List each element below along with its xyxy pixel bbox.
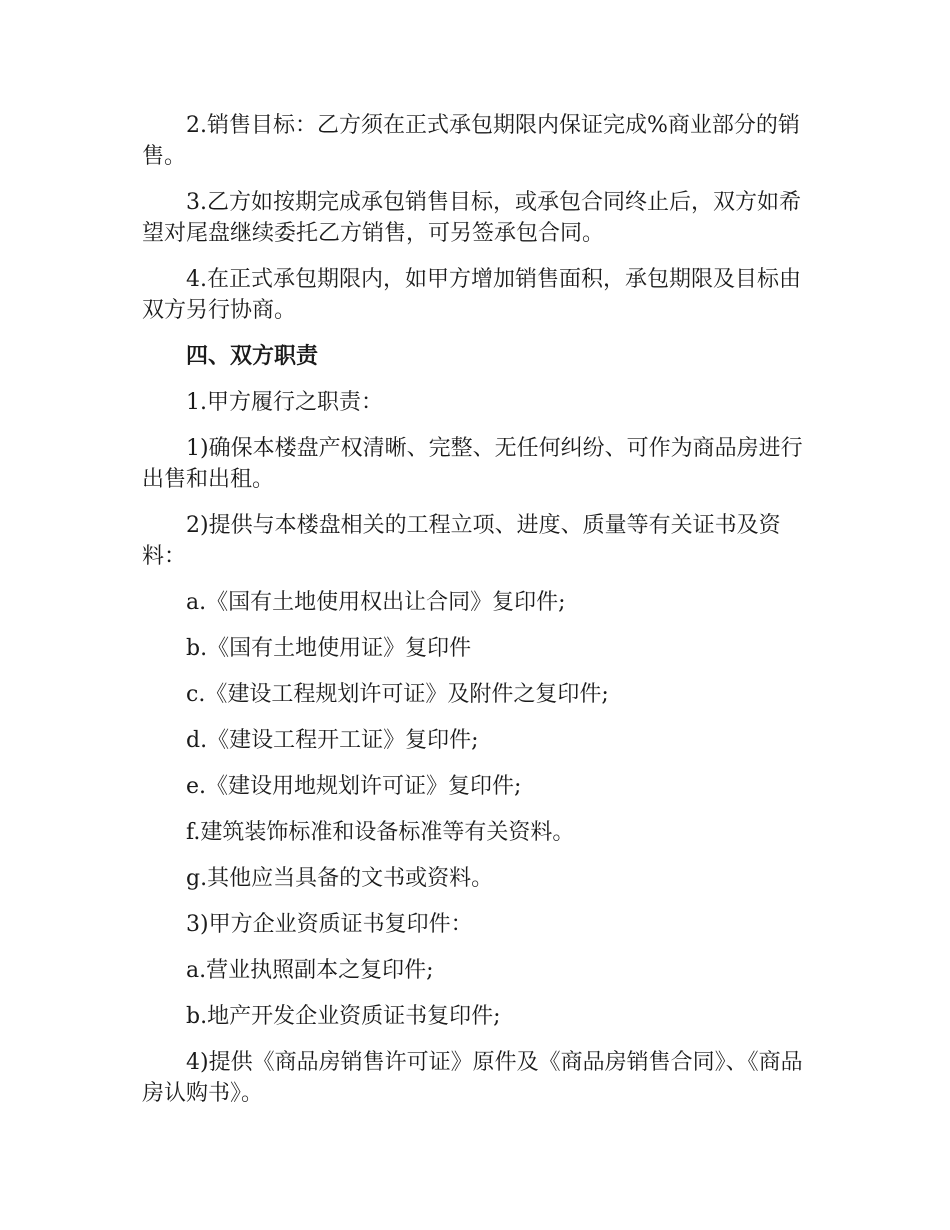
document-body <box>142 110 812 1124</box>
list-item-d: d.《建设工程开工证》复印件; <box>186 728 479 753</box>
section-heading: 四、双方职责 <box>186 343 319 369</box>
paragraph-party-a-duties: 1.甲方履行之职责： <box>186 390 383 415</box>
list-item-g: g.其他应当具备的文书或资料。 <box>186 866 494 891</box>
paragraph-completion-renewal: 3.乙方如按期完成承包销售目标，或承包合同终止后，双方如希望对尾盘继续委托乙方销售，可另签承包合同。 <box>142 190 801 246</box>
paragraph-sales-target: 2.销售目标：乙方须在正式承包期限内保证完成%商业部分的销售。 <box>142 113 800 169</box>
list-item-b: b.《国有土地使用证》复印件 <box>186 636 472 661</box>
list-item-c: c.《建设工程规划许可证》及附件之复印件; <box>186 682 609 707</box>
list-item-f: f.建筑装饰标准和设备标准等有关资料。 <box>186 820 575 845</box>
paragraph-duty-1: 1)确保本楼盘产权清晰、完整、无任何纠纷、可作为商品房进行出售和出租。 <box>142 436 803 492</box>
paragraph-duty-2: 2)提供与本楼盘相关的工程立项、进度、质量等有关证书及资料： <box>142 513 781 569</box>
paragraph-area-increase: 4.在正式承包期限内，如甲方增加销售面积，承包期限及目标由双方另行协商。 <box>142 267 801 323</box>
list-item-e: e.《建设用地规划许可证》复印件; <box>186 774 522 799</box>
list-item-duty-3-b: b.地产开发企业资质证书复印件; <box>186 1004 501 1029</box>
paragraph-duty-3: 3)甲方企业资质证书复印件： <box>186 912 473 937</box>
list-item-a: a.《国有土地使用权出让合同》复印件; <box>186 590 566 615</box>
list-item-duty-3-a: a.营业执照副本之复印件; <box>186 958 434 983</box>
paragraph-duty-4: 4)提供《商品房销售许可证》原件及《商品房销售合同》、《商品房认购书》。 <box>142 1050 803 1106</box>
